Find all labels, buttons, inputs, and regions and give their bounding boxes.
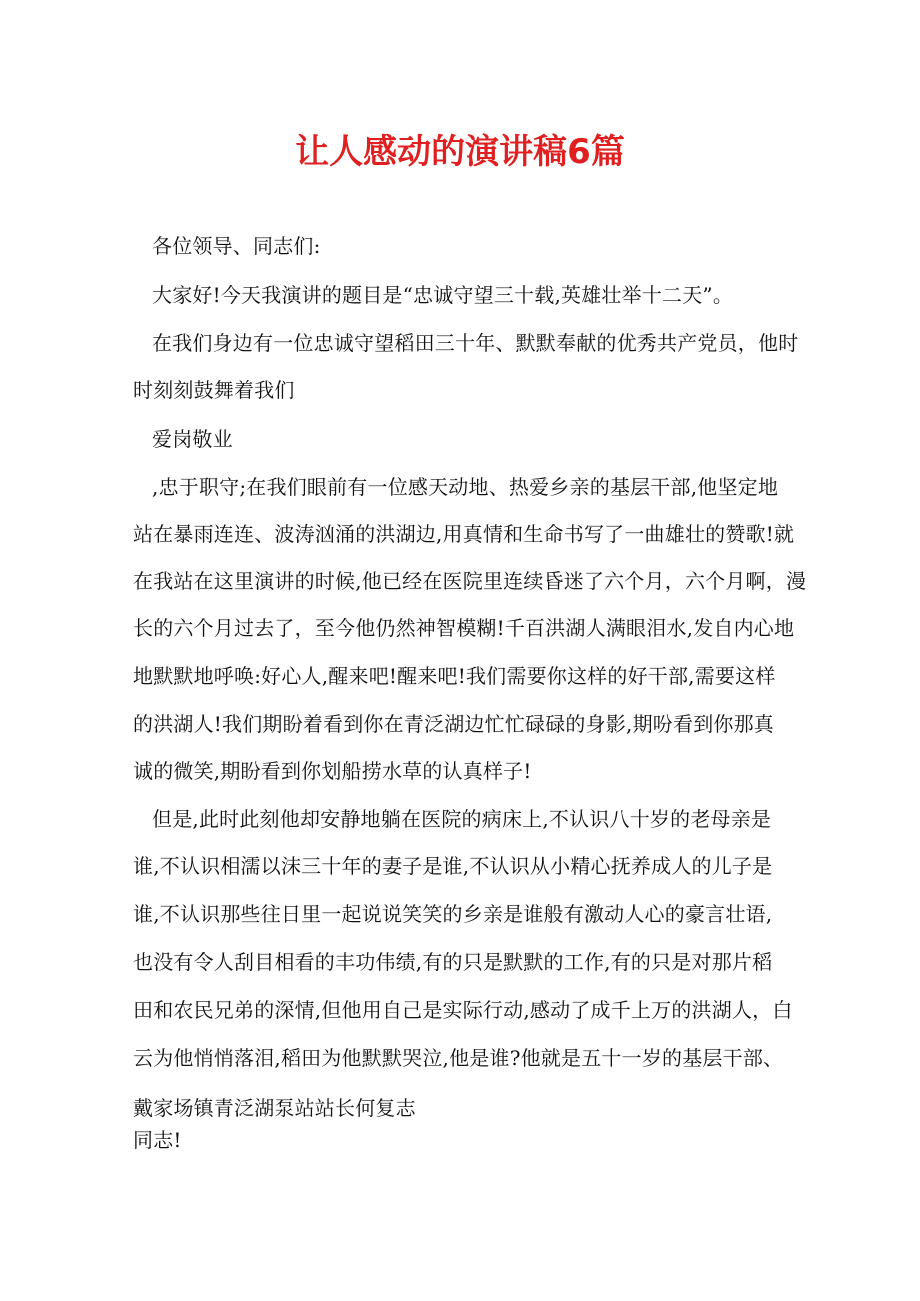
salutation-line: 各位领导、同志们:	[152, 234, 321, 258]
paragraph-line: 的洪湖人!我们期盼着看到你在青泛湖边忙忙碌碌的身影,期吩看到你那真	[133, 712, 774, 736]
paragraph-line: 站在暴雨连连、波涛汹涌的洪湖边,用真情和生命书写了一曲雄壮的赞歌!就	[133, 522, 795, 546]
paragraph-line: 地默默地呼唤:好心人,醒来吧!醒来吧!我们需要你这样的好干部,需要这样	[133, 664, 776, 688]
paragraph-line: 长的六个月过去了，至今他仍然神智模糊!千百洪湖人满眼泪水,发自内心地	[133, 616, 795, 640]
paragraph-line: 爱岗敬业	[152, 427, 233, 451]
paragraph-line: 时刻刻鼓舞着我们	[133, 378, 295, 402]
paragraph-line: 田和农民兄弟的深情,但他用自己是实际行动,感动了成千上万的洪湖人，白	[133, 998, 793, 1022]
paragraph-line: 同志!	[133, 1128, 182, 1152]
paragraph-line: 在我站在这里演讲的时候,他已经在医院里连续昏迷了六个月，六个月啊，漫	[133, 569, 807, 593]
paragraph-line: 云为他悄悄落泪,稻田为他默默哭泣,他是谁?他就是五十一岁的基层干部、	[133, 1046, 784, 1070]
paragraph-line: 在我们身边有一位忠诚守望稻田三十年、默默奉献的优秀共产党员，他时	[152, 331, 799, 355]
paragraph-line: 谁,不认识那些往日里一起说说笑笑的乡亲是谁般有激动人心的豪言壮语,	[133, 902, 773, 926]
paragraph-line: 大家好!今天我演讲的题目是“忠诚守望三十载,英雄壮举十二天”。	[152, 283, 734, 307]
paragraph-line: 也没有令人刮目相看的丰功伟绩,有的只是默默的工作,有的只是对那片稻	[133, 950, 773, 974]
paragraph-line: 但是,此时此刻他却安静地躺在医院的病床上,不认识八十岁的老母亲是	[152, 807, 772, 831]
paragraph-line: 谁,不认识相濡以沫三十年的妻子是谁,不认识从小精心抚养成人的儿子是	[133, 854, 773, 878]
paragraph-line: 诚的微笑,期盼看到你划船捞水草的认真样子!	[133, 759, 532, 783]
paragraph-line: ,忠于职守;在我们眼前有一位感天动地、热爱乡亲的基层干部,他坚定地	[152, 475, 779, 499]
paragraph-line: 戴家场镇青泛湖泵站站长何复志	[133, 1096, 416, 1120]
document-title: 让人感动的演讲稿6篇	[295, 132, 625, 172]
